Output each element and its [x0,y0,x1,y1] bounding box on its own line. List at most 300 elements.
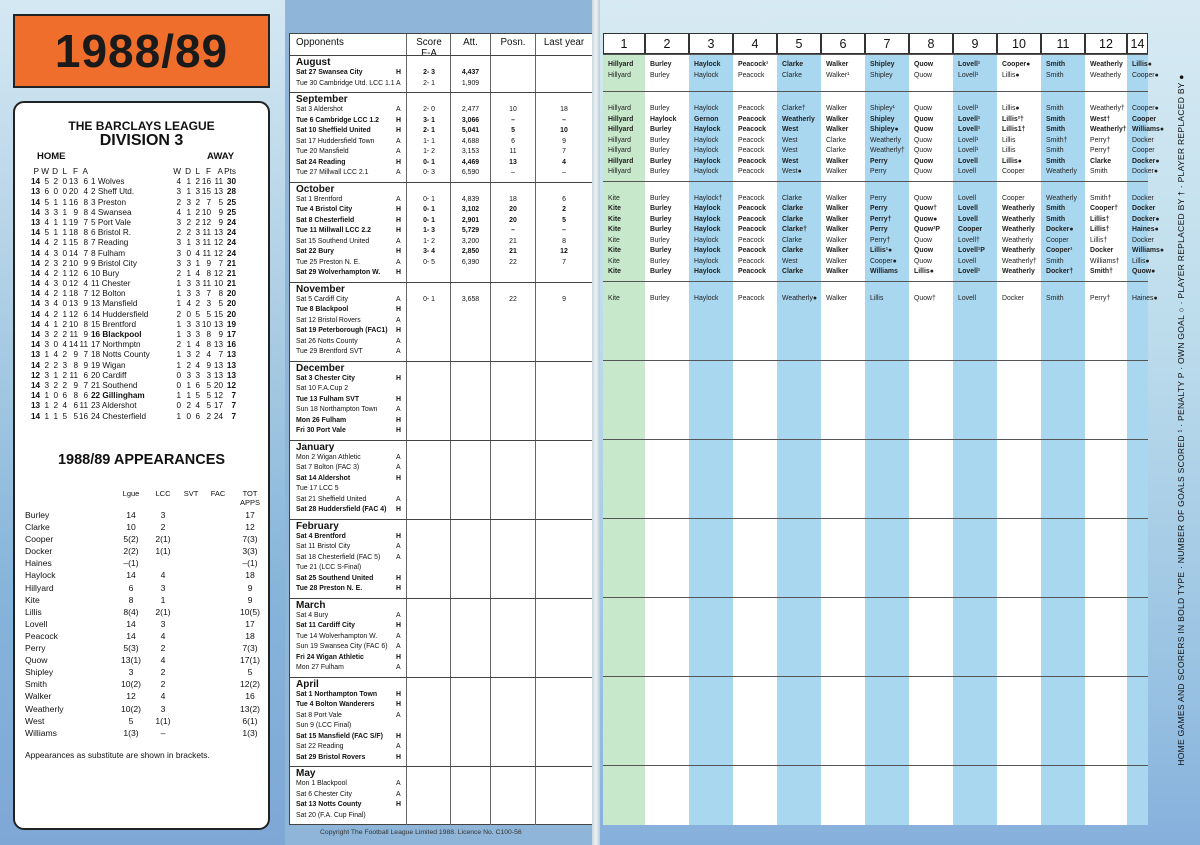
league-name: THE BARCLAYS LEAGUE [68,119,215,133]
fixture-attendance: 3,658 [461,295,480,303]
lineup-player: Burley [650,61,672,68]
fixture-opponent: Tue 25 Preston N. E. [296,258,361,266]
lineup-player: Quow [914,61,934,68]
fixture-position [491,474,535,485]
fixture-opponent: Mon 2 Wigan Athletic [296,453,361,461]
lineup-player: Quow [914,194,933,202]
league-cell: 5 [44,228,49,238]
fixture-opponent: Sat 1 Brentford [296,195,343,203]
league-cell: 15 [201,187,211,197]
lineup-player: Smith [1046,205,1066,212]
lineup-player: Weatherly† [1002,257,1037,265]
league-cell: 3 [44,330,49,339]
league-cell: 6 [44,187,49,197]
month-separator [290,440,592,441]
league-cell: 3 [53,258,58,268]
league-cell: 3 [195,228,200,238]
league-cell: 6 [195,380,200,390]
fixture-position [491,337,535,348]
shirt-number-10: 10 [997,33,1041,54]
fixture-venue: H [396,248,401,255]
lineup-player: Docker [1132,205,1156,212]
league-cell: 12 [213,391,223,401]
league-cell: 14 [31,228,41,238]
fixture-position [491,484,535,495]
lineup-player: Haylock [694,226,721,233]
fixture-last-year [536,395,592,406]
appearance-row [25,678,261,690]
season-title: 1988/89 [13,14,270,88]
lineup-player: Peacock [738,294,765,302]
lineup-player: Quow [914,105,933,112]
league-cell: 18 [68,228,78,238]
fixture-score [408,305,450,316]
lineup-month-separator [603,439,1148,440]
fixture-opponent: Sat 8 Chesterfield [296,216,355,224]
league-row [31,381,259,391]
fixture-venue: A [396,664,401,671]
league-cell: 1 [195,258,200,268]
fixture-score [408,642,450,653]
month-name: January [296,441,335,453]
fixture-score: 0- 3 [423,169,435,176]
appearance-row [25,727,261,739]
fixture-position [491,505,535,516]
league-cell: 1 [62,228,67,238]
league-cell: 2 [186,401,191,411]
lineup-player: Walker [826,105,848,112]
lineup-player: Perry [870,157,888,165]
fixture-score: 0- 1 [423,206,435,213]
league-cell: 8 [83,238,88,248]
fixture-score [408,700,450,711]
appearances-title: 1988/89 APPEARANCES [57,452,226,468]
league-cell: 14 [31,330,41,339]
fixture-last-year [536,79,592,90]
league-cell: 12 [68,309,78,319]
fixture-position: 5 [511,127,515,134]
fixture-venue: A [396,780,401,787]
shirt-number-6: 6 [821,33,865,54]
lineup-player: Peacock [738,236,765,244]
league-cell: 3 [176,248,181,258]
appearance-row [25,509,261,521]
lineup-player: Perry [870,226,888,233]
lineup-player: Hillyard [608,105,631,112]
header-score-label: Score [416,37,442,48]
league-cell: 11 [79,340,88,350]
fixture-position [491,742,535,753]
lineup-player: Cooper [958,226,983,233]
fixture-position [491,663,535,674]
league-cell: 3 [186,289,191,299]
lineup-player: Peacock [738,194,765,202]
league-cell: 2 [186,217,191,227]
fixture-score: 2- 0 [423,106,435,113]
league-row [31,330,259,340]
league-cell: 1 [176,289,181,299]
league-cell: 1 [176,299,181,309]
league-cell: 25 [226,197,236,207]
league-team: 3 Preston [91,197,127,207]
fixture-position [491,621,535,632]
fixture-venue: A [396,195,401,203]
fixture-opponent: Sat 5 Cardiff City [296,295,348,303]
league-cell: 1 [53,411,58,421]
fixture-position [491,611,535,622]
lineup-player: Burley [650,268,672,275]
league-cell: 1 [176,391,181,401]
fixture-position [491,700,535,711]
fixture-venue: A [396,348,401,355]
fixture-last-year [536,495,592,506]
fixture-venue: A [396,643,401,650]
fixture-opponent: Sat 22 Bury [296,248,334,255]
away-label: AWAY [207,151,235,162]
league-col-header: D [52,167,58,176]
fixture-score [408,426,450,437]
fixture-venue: H [396,206,401,213]
league-cell: 5 [62,411,67,421]
fixture-position [491,790,535,801]
league-cell: 5 [206,309,211,319]
fixture-position [491,563,535,574]
league-cell: 7 [83,248,88,258]
lineup-player: Kite [608,257,620,265]
lineup-player: Walker [826,226,849,233]
fixture-position: – [511,227,515,234]
league-col-header: Pts [224,167,236,176]
lineup-player: Peacock [738,105,765,112]
fixture-opponent: Tue 17 LCC 5 [296,485,339,492]
fixture-venue: A [396,258,401,266]
fixture-attendance [451,642,490,653]
fixture-position: 21 [509,248,517,255]
lineup-player: Peacock [738,126,766,133]
league-cell: 7 [231,411,236,421]
league-cell: 4 [62,401,67,411]
lineup-player: Cooper● [1132,105,1159,112]
league-cell: 2 [53,177,58,187]
lineup-player: Cooper● [870,257,897,265]
fixture-score [408,374,450,385]
fixture-position [491,405,535,416]
league-team: 1 Wolves [91,177,125,187]
appearance-row [25,569,261,581]
fixture-venue: H [396,416,401,424]
league-cell: 2 [62,350,67,360]
fixture-score: 0- 1 [423,295,435,303]
fixture-last-year [536,700,592,711]
league-cell: 2 [44,360,49,370]
shirt-number-5: 5 [777,33,821,54]
league-cell: 11 [202,248,211,258]
league-cell: 4 [176,207,181,217]
appearance-row [25,594,261,606]
month-name: November [296,283,345,295]
lineup-player: Kite [608,215,622,223]
fixture-venue: H [396,701,401,708]
league-cell: 11 [69,330,78,339]
fixture-opponent: Sat 12 Bristol Rovers [296,316,361,324]
lineup-player: Hillyard [608,126,634,133]
fixture-venue: H [396,732,401,740]
fixture-opponent: Sat 8 Port Vale [296,711,342,719]
league-team: 24 Chesterfield [91,411,147,421]
fixture-score [408,611,450,622]
lineup-player: Docker [1132,194,1154,202]
fixture-position [491,305,535,316]
appearance-cell: –(1) [123,558,139,569]
lineup-player: Haylock [694,105,719,112]
fixture-attendance [451,384,490,395]
fixture-venue: A [396,406,401,413]
fixture-last-year [536,790,592,801]
fixture-opponent: Sat 24 Reading [296,158,346,166]
appearance-cell: 3 [160,618,166,629]
lineup-month-separator [603,91,1148,92]
fixture-venue: H [396,306,401,313]
league-cell: 4 [195,401,200,411]
shirt-number-4: 4 [733,33,777,54]
league-team: 15 Brentford [91,319,137,329]
league-row [31,269,259,279]
lineup-player: Burley [650,236,670,244]
fixture-score [408,563,450,574]
fixture-opponent: Tue 27 Millwall LCC 2.1 [296,169,369,176]
league-cell: 14 [31,279,41,289]
league-cell: 16 [68,197,78,207]
fixture-venue: H [396,374,401,382]
appearance-cell: 8(4) [123,606,139,617]
lineup-player: Weatherly [1002,268,1035,275]
lineup-player: Kite [608,247,622,254]
appearance-row [25,533,261,545]
fixture-last-year: 7 [562,258,566,266]
fixture-position [491,347,535,358]
fixture-score [408,790,450,801]
fixture-opponent: Sat 28 Huddersfield (FAC 4) [296,506,387,513]
league-cell: 11 [79,401,88,411]
league-cell: 7 [83,217,88,227]
lineup-player: Lovell¹ [958,71,979,79]
league-col-header: D [185,167,191,176]
league-team: 6 Bristol R. [91,228,132,238]
lineup-player: Quow [914,168,933,175]
league-cell: 13 [213,360,223,370]
fixture-score [408,347,450,358]
league-cell: 2 [195,197,200,207]
lineup-player: Walker [826,247,849,254]
fixture-position [491,79,535,90]
appearance-cell: 12(2) [239,679,261,690]
league-cell: 14 [31,299,41,309]
league-cell: 5 [206,380,211,390]
league-cell: 1 [62,268,67,278]
league-cell: 12 [201,217,211,227]
league-cell: 3 [62,360,67,370]
fixture-attendance [451,711,490,722]
lineup-player: Williams● [1132,247,1165,254]
fixture-score [408,753,450,764]
fixture-opponent: Sun 9 (LCC Final) [296,722,352,729]
fixture-position [491,732,535,743]
lineup-player: Haylock [694,71,719,79]
lineup-player: Clarke [782,215,804,223]
league-cell: 2 [186,360,191,370]
fixture-opponent: Sat 4 Brentford [296,532,346,540]
fixture-position [491,453,535,464]
league-cell: 1 [62,217,67,227]
fixture-venue: A [396,495,401,503]
fixture-position: 6 [511,137,515,145]
lineup-player: Docker● [1046,226,1074,233]
fixture-position: 20 [509,216,517,224]
month-name: April [296,678,319,690]
lineup-player: Quow [914,115,934,123]
lineup-player: Lillis [870,294,884,302]
shirt-number-11: 11 [1041,33,1085,54]
league-cell: 0 [62,299,67,309]
league-cell: 12 [213,268,223,278]
fixture-attendance [451,632,490,643]
month-separator [290,766,592,767]
fixture-venue: A [396,337,401,345]
lineup-player: Walker [826,61,849,68]
month-name: August [296,57,331,68]
league-cell: 1 [44,350,49,360]
league-cell: 9 [218,330,223,339]
league-cell: 3 [195,289,200,299]
fixture-last-year [536,721,592,732]
fixture-last-year [536,474,592,485]
lineup-player: Peacock [738,147,765,154]
lineup-player: Cooper† [1090,205,1118,212]
league-team: 5 Port Vale [91,217,131,227]
appearance-cell: 5(3) [123,643,139,654]
league-cell: 6 [83,370,88,380]
league-cell: 21 [226,258,236,268]
fixture-score [408,463,450,474]
league-cell: 21 [226,268,236,278]
lineup-player: Peacock¹ [738,61,769,68]
lineup-player: Peacock [738,205,766,212]
fixture-score [408,574,450,585]
fixture-last-year: – [562,169,566,176]
league-cell: 8 [73,391,78,401]
league-row [31,228,259,238]
lineup-player: Walker [826,215,849,223]
fixture-attendance [451,542,490,553]
lineup-player: Smith† [1090,268,1113,275]
league-cell: 3 [195,330,200,339]
fixture-score [408,621,450,632]
fixture-venue: H [396,69,401,76]
fixture-opponent: Sun 18 Northampton Town [296,406,378,413]
fixture-last-year [536,305,592,316]
lineup-player: Haylock [694,61,721,68]
league-cell: 4 [44,319,49,329]
fixture-attendance [451,611,490,622]
fixture-opponent: Sat 20 (F.A. Cup Final) [296,811,366,819]
fixture-attendance [451,532,490,543]
league-cell: 6 [62,391,67,401]
league-team: 2 Sheff Utd. [91,187,135,197]
fixture-venue: H [396,801,401,808]
league-cell: 8 [206,268,211,278]
appearance-cell: 2 [160,679,166,690]
league-cell: 3 [53,207,58,217]
league-cell: 3 [186,279,191,289]
fixture-last-year: 9 [562,137,566,145]
player-name: Shipley [25,667,54,678]
fixture-position [491,374,535,385]
lineup-month-separator [603,281,1148,282]
shirt-number-2: 2 [645,33,689,54]
lineup-player: Lillis● [1002,157,1022,165]
appearance-cell: 3 [160,510,166,520]
league-cell: 15 [68,238,78,248]
league-row [31,238,259,248]
league-cell: 1 [44,391,49,401]
league-cell: 2 [195,217,200,227]
month-name: February [296,520,339,532]
league-table [31,167,259,422]
league-team: 22 Gillingham [91,391,145,401]
fixture-score [408,632,450,643]
lineup-player: Perry† [1090,147,1111,154]
appearance-cell: 10(2) [120,679,142,690]
fixture-opponent: Sat 17 Huddersfield Town [296,137,375,145]
fixture-opponent: Sat 29 Wolverhampton W. [296,269,381,276]
league-cell: 6 [83,268,88,278]
fixture-score [408,532,450,543]
fixture-score: 2- 3 [423,69,435,76]
lineup-player: Peacock [738,247,766,254]
lineup-player: Kite [608,294,620,302]
league-cell: 2 [53,330,58,339]
fixture-venue: H [396,116,401,124]
lineup-player: Clarke [826,147,846,154]
fixture-score [408,384,450,395]
lineup-player: Lovell¹ [958,105,979,112]
lineup-player: Quow [914,71,933,79]
fixture-last-year: 8 [562,237,566,245]
lineup-player: Hillyard [608,168,631,175]
fixture-attendance: 3,200 [461,237,480,245]
league-cell: 13 [68,299,78,309]
fixture-position [491,584,535,595]
league-cell: 3 [186,258,191,268]
shirt-number-3: 3 [689,33,733,54]
fixture-attendance: 4,839 [461,195,480,203]
lineup-player: Hillyard [608,136,631,144]
fixture-score [408,542,450,553]
fixture-attendance [451,700,490,711]
fixture-venue: H [396,653,401,661]
fixture-last-year [536,811,592,822]
league-cell: 1 [186,177,191,187]
league-cell: 0 [176,401,181,411]
fixture-opponent: Fri 24 Wigan Athletic [296,653,364,661]
fixture-attendance [451,316,490,327]
lineup-player: Docker† [1046,268,1074,275]
appearance-row [25,557,261,569]
fixture-position [491,721,535,732]
league-cell: 3 [44,370,49,380]
league-cell: 4 [44,279,49,289]
appearance-cell: 3 [160,582,166,593]
